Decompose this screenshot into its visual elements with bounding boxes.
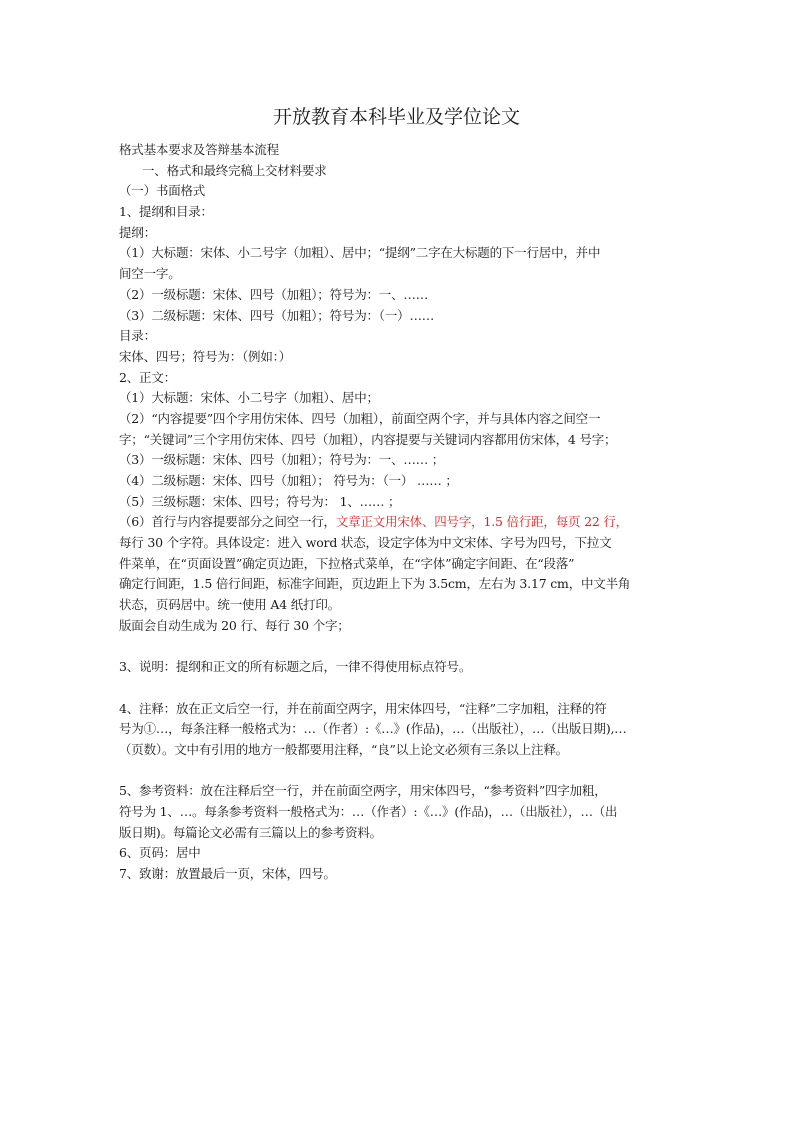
highlighted-text: 文章正文用宋体、四号字，1.5 倍行距，每页 22 行， <box>335 514 628 530</box>
text-line: （3）一级标题：宋体、四号（加粗）；符号为：一、…… ； <box>119 452 445 468</box>
item-heading: 2、正文： <box>119 369 176 385</box>
text-line: 确定行间距，1.5 倍行间距，标准字间距，页边距上下为 3.5cm，左右为 3.17 cm，中文半角 <box>119 576 631 592</box>
text-line: 字；“关键词”三个字用仿宋体、四号（加粗），内容提要与关键词内容都用仿宋体，4 号字； <box>119 431 617 447</box>
blank-line <box>119 637 679 658</box>
blank-line <box>119 761 679 782</box>
text-line: （4）二级标题：宋体、四号（加粗）； 符号为：（一） …… ； <box>119 473 458 488</box>
text-line: 间空一字。 <box>119 266 181 282</box>
text-line: （1）大标题：宋体、小二号字（加粗）、居中； <box>119 390 379 406</box>
text-line: 版面会自动生成为 20 行、每行 30 个字； <box>119 617 350 633</box>
text-line: （5）三级标题：宋体、四号；符号为： 1、…… ； <box>119 493 401 509</box>
item-heading: 3、说明：提纲和正文的所有标题之后，一律不得使用标点符号。 <box>119 659 472 675</box>
text-line: 版日期)。每篇论文必需有三篇以上的参考资料。 <box>119 824 382 840</box>
text-line: 件菜单，在“页面设置”确定页边距，下拉格式菜单，在“字体”确定字间距、在“段落” <box>119 555 575 571</box>
text-line: 提纲： <box>119 224 156 240</box>
text-line: 宋体、四号；符号为：（例如：） <box>119 348 292 364</box>
text-line: 4、注释：放在正文后空一行，并在前面空两字，用宋体四号，“注释”二字加粗，注释的符 <box>119 700 607 716</box>
subtitle: 格式基本要求及答辩基本流程 <box>119 142 279 157</box>
text-line: 符号为 1、…。每条参考资料一般格式为：…（作者）:《…》(作品)，…（出版社），…（出 <box>119 804 618 819</box>
item-heading: 7、致谢：放置最后一页，宋体，四号。 <box>119 866 336 882</box>
text-line: （3）二级标题：宋体、四号（加粗）；符号为：（一）…… <box>119 307 435 323</box>
text-line: 目录： <box>119 328 156 344</box>
blank-line <box>119 678 679 699</box>
subsection-heading: （一）书面格式 <box>119 183 206 199</box>
text-line: 每行 30 个字符。具体设定：进入 word 状态，设定字体为中文宋体、字号为四号，下拉文 <box>119 535 612 551</box>
document-title: 开放教育本科毕业及学位论文 <box>272 106 520 128</box>
text-line: 号为①…，每条注释一般格式为：…（作者）:《…》(作品)，…（出版社），…（出版日期),… <box>119 721 627 737</box>
text-line: （2）“内容提要”四个字用仿宋体、四号（加粗），前面空两个字，并与具体内容之间空一 <box>119 410 601 426</box>
section-heading: 一、格式和最终完稿上交材料要求 <box>142 162 327 178</box>
document-body <box>119 140 679 885</box>
item-heading: 1、提纲和目录： <box>119 204 213 220</box>
item-heading: 6、页码：居中 <box>119 845 201 861</box>
text-line: （页数）。文中有引用的地方一般都要用注释，“良”以上论文必须有三条以上注释。 <box>119 741 568 757</box>
text-line-mixed <box>119 512 679 533</box>
text-line: 状态，页码居中。统一使用 A4 纸打印。 <box>119 597 340 613</box>
text-segment: （6）首行与内容提要部分之间空一行， <box>119 514 336 530</box>
text-line: 5、参考资料：放在注释后空一行，并在前面空两字，用宋体四号，“参考资料”四字加粗， <box>119 783 607 799</box>
text-line: （2）一级标题：宋体、四号（加粗）；符号为：一、…… <box>119 286 429 302</box>
text-line: （1）大标题：宋体、小二号字（加粗）、居中；“提纲”二字在大标题的下一行居中，并中 <box>119 245 601 261</box>
